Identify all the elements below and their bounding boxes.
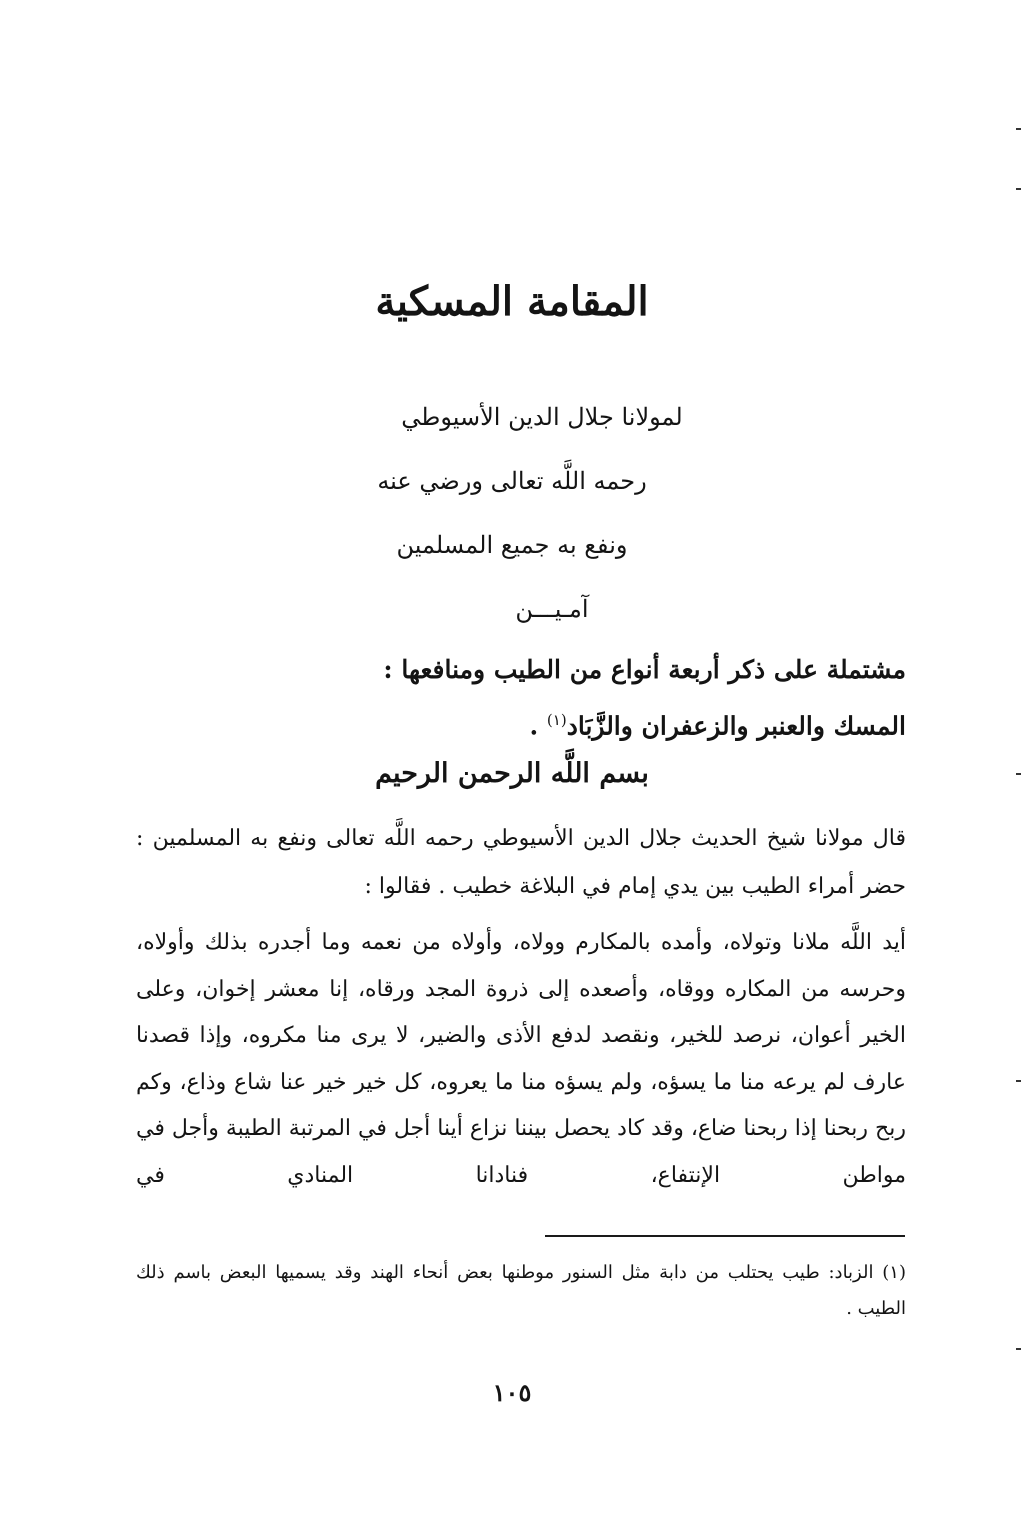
scan-edge-mark xyxy=(1016,1080,1021,1082)
subtitle-block xyxy=(116,645,906,751)
basmala: بسم اللَّه الرحمن الرحيم xyxy=(375,758,649,789)
footnote-reference: (١) xyxy=(546,711,567,729)
dedication-line: رحمه اللَّه تعالى ورضي عنه xyxy=(377,467,647,495)
dedication-block xyxy=(0,395,1024,651)
body-paragraph: قال مولانا شيخ الحديث جلال الدين الأسيوطي رحمه اللَّه تعالى ونفع به المسلمين : حضر أمراء الطيب بين يدي إمام في البلاغة خطيب . فقالوا : xyxy=(136,826,906,899)
scan-edge-mark xyxy=(1016,188,1021,190)
scan-edge-mark xyxy=(1016,773,1021,775)
footnote-divider xyxy=(545,1235,905,1237)
footnote: (١) الزباد: طيب يحتلب من دابة مثل السنور موطنها بعض أنحاء الهند وقد يسميها البعض باسم ذلك الطيب . xyxy=(136,1262,906,1319)
chapter-title: المقامة المسكية xyxy=(375,278,649,325)
subtitle-line-end: . xyxy=(529,711,547,741)
page-number: ١٠٥ xyxy=(492,1378,532,1407)
subtitle-line-text: المسك والعنبر والزعفران والزَّبَاد xyxy=(566,711,906,741)
scan-edge-mark xyxy=(1016,128,1021,130)
dedication-line: آمـيـــن xyxy=(515,595,589,623)
dedication-line: لمولانا جلال الدين الأسيوطي xyxy=(401,403,683,431)
subtitle-line: مشتملة على ذكر أربعة أنواع من الطيب ومنافعها : xyxy=(383,655,906,684)
dedication-line: ونفع به جميع المسلمين xyxy=(396,531,628,559)
scan-edge-mark xyxy=(1016,1348,1021,1350)
body-paragraph: أيد اللَّه ملانا وتولاه، وأمده بالمكارم وولاه، وأولاه من نعمه وما أجدره بذلك وأولاه، وحرسه من المكاره ووقاه، وأصعده إلى ذروة المجد ورقاه، إنا معشر إخوان، وعلى الخير أعوان، نرصد للخير، ونقصد لدفع الأذى والضير، لا يرى منا مكروه، وإذا قصدنا عارف لم يرعه منا ما يسؤه، ولم يسؤه منا ما يعروه، كل خير خير عنا شاع وذاع، وكم ربح ربحنا إذا ربحنا ضاع، وقد كاد يحصل بيننا نزاع أينا أجل في المرتبة الطيبة وأجل في مواطن الإنتفاع، فنادانا المنادي في xyxy=(136,930,906,1188)
subtitle-line-2 xyxy=(116,695,906,751)
